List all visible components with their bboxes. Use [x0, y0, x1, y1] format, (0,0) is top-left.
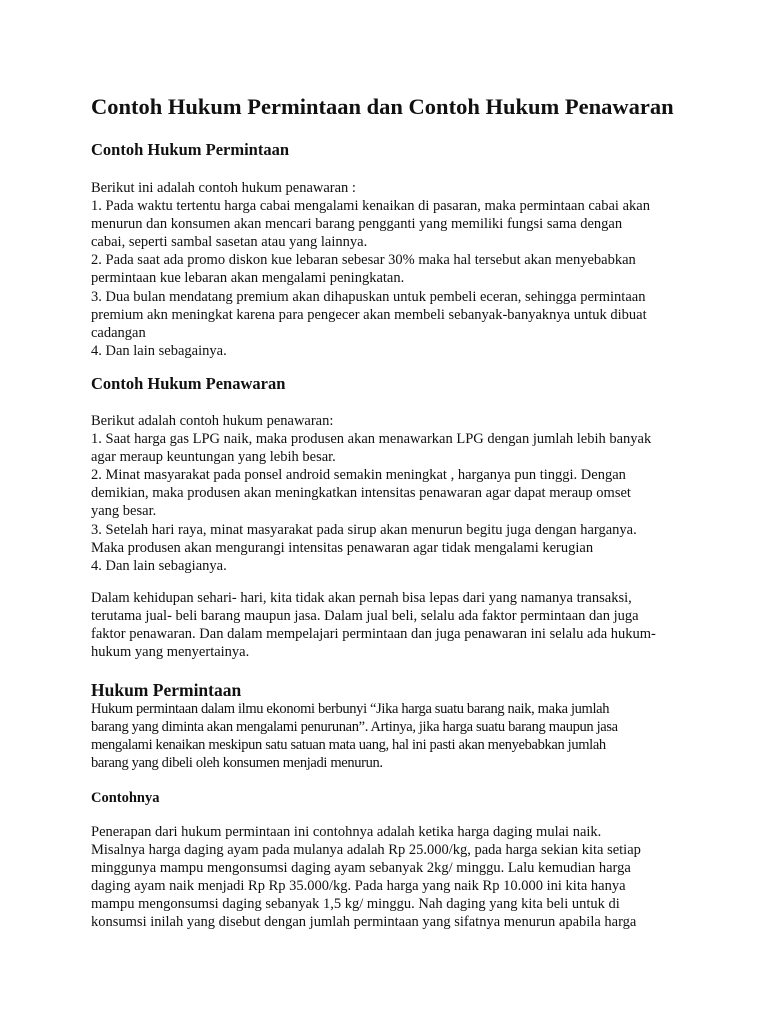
document-title: Contoh Hukum Permintaan dan Contoh Hukum Penawaran — [91, 94, 674, 119]
text-line: mengalami kenaikan meskipun satu satuan mata uang, hal ini pasti akan menyebabkan jumlah — [91, 737, 606, 754]
text-line: 4. Dan lain sebagianya. — [91, 557, 227, 574]
text-line: barang yang dibeli oleh konsumen menjadi menurun. — [91, 755, 383, 772]
text-line: Dalam kehidupan sehari- hari, kita tidak akan pernah bisa lepas dari yang namanya transaksi, — [91, 590, 632, 606]
contohnya-heading: Contohnya — [91, 790, 160, 806]
intro-paragraph — [91, 589, 691, 661]
text-line: Berikut adalah contoh hukum penawaran: — [91, 413, 334, 429]
text-line: premium akn meningkat karena para pengecer akan membeli sebanyak-banyaknya untuk dibuat — [91, 306, 647, 323]
text-line: cadangan — [91, 324, 146, 341]
hukum-permintaan-heading: Hukum Permintaan — [91, 680, 242, 700]
text-line: daging ayam naik menjadi Rp Rp 35.000/kg. Pada harga yang naik Rp 10.000 ini kita hanya — [91, 878, 626, 895]
text-line: konsumsi inilah yang disebut dengan jumlah permintaan yang sifatnya menurun apabila harga — [91, 914, 637, 931]
text-line: demikian, maka produsen akan meningkatkan intensitas penawaran agar dapat meraup omset — [91, 485, 631, 502]
section-body-permintaan — [91, 179, 691, 360]
text-line: barang yang diminta akan mengalami penurunan”. Artinya, jika harga suatu barang maupun jasa — [91, 719, 618, 736]
section-heading-permintaan: Contoh Hukum Permintaan — [91, 140, 290, 159]
section-heading-penawaran: Contoh Hukum Penawaran — [91, 374, 286, 393]
contohnya-body — [91, 823, 691, 932]
text-line: menurun dan konsumen akan mencari barang pengganti yang memiliki fungsi sama dengan — [91, 216, 623, 233]
hukum-permintaan-body — [91, 700, 691, 772]
text-line: 1. Saat harga gas LPG naik, maka produsen akan menawarkan LPG dengan jumlah lebih banyak — [91, 431, 652, 448]
text-line: minggunya mampu mengonsumsi daging ayam sebanyak 2kg/ minggu. Lalu kemudian harga — [91, 860, 631, 877]
text-line: Penerapan dari hukum permintaan ini contohnya adalah ketika harga daging mulai naik. — [91, 824, 602, 840]
text-line: Maka produsen akan mengurangi intensitas penawaran agar tidak mengalami kerugian — [91, 539, 594, 556]
text-line: 4. Dan lain sebagainya. — [91, 342, 227, 359]
text-line: Berikut ini adalah contoh hukum penawaran : — [91, 180, 356, 196]
text-line: cabai, seperti sambal sasetan atau yang lainnya. — [91, 234, 368, 251]
text-line: Hukum permintaan dalam ilmu ekonomi berbunyi “Jika harga suatu barang naik, maka jumlah — [91, 701, 610, 717]
text-line: 1. Pada waktu tertentu harga cabai mengalami kenaikan di pasaran, maka permintaan cabai akan — [91, 198, 650, 215]
text-line: permintaan kue lebaran akan mengalami peningkatan. — [91, 270, 405, 287]
text-line: agar meraup keuntungan yang lebih besar. — [91, 449, 336, 466]
text-line: terutama jual- beli barang maupun jasa. Dalam jual beli, selalu ada faktor permintaan dan juga — [91, 608, 639, 625]
text-line: Misalnya harga daging ayam pada mulanya adalah Rp 25.000/kg, pada harga sekian kita setiap — [91, 842, 641, 859]
text-line: 3. Dua bulan mendatang premium akan dihapuskan untuk pembeli eceran, sehingga permintaan — [91, 288, 646, 305]
text-line: yang besar. — [91, 503, 157, 520]
section-body-penawaran — [91, 412, 691, 575]
text-line: hukum yang menyertainya. — [91, 644, 250, 661]
text-line: 3. Setelah hari raya, minat masyarakat pada sirup akan menurun begitu juga dengan harganya. — [91, 521, 637, 538]
text-line: faktor penawaran. Dan dalam mempelajari permintaan dan juga penawaran ini selalu ada hukum- — [91, 626, 656, 643]
text-line: mampu mengonsumsi daging sebanyak 1,5 kg/ minggu. Nah daging yang kita beli untuk di — [91, 896, 620, 913]
text-line: 2. Minat masyarakat pada ponsel android semakin meningkat , harganya pun tinggi. Dengan — [91, 467, 626, 484]
text-line: 2. Pada saat ada promo diskon kue lebaran sebesar 30% maka hal tersebut akan menyebabkan — [91, 252, 636, 269]
